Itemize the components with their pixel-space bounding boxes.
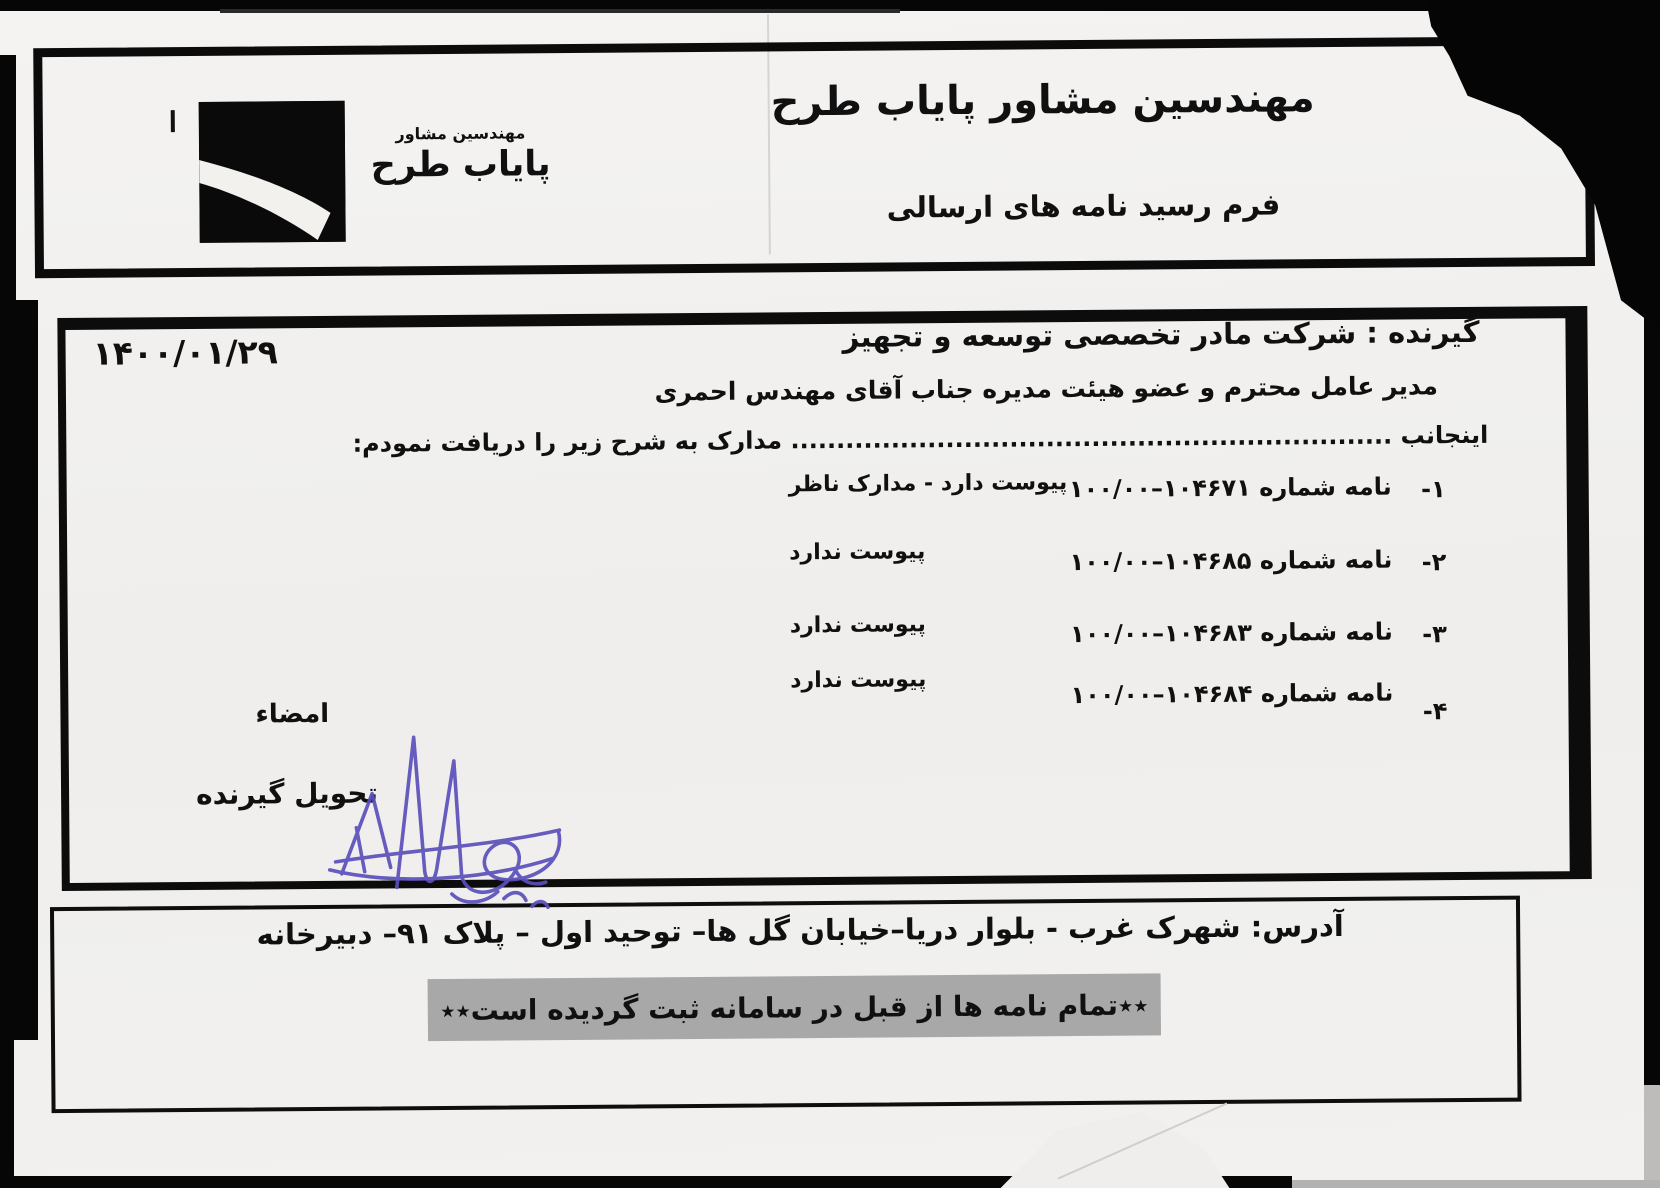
statement-fill-dots: ..................................................................: [790, 421, 1393, 455]
item-attachment-status: پیوست ندارد: [789, 612, 926, 639]
letter-row: [67, 468, 1567, 542]
item-number: ۲-: [1421, 548, 1447, 577]
company-logo-icon: [199, 101, 346, 243]
scan-speck: [171, 110, 175, 132]
statement-suffix: مدارک به شرح زیر را دریافت نمودم:: [352, 426, 783, 458]
item-number: ۱-: [1420, 475, 1446, 504]
logo-brand-small: مهندسین مشاور: [395, 123, 526, 144]
statement-prefix: اینجانب: [1400, 420, 1489, 450]
statement-line: [352, 421, 1488, 458]
item-number: ۴-: [1422, 697, 1448, 726]
scan-edge-top-smudge: [220, 9, 900, 13]
logo-brand-large: پایاب طرح: [370, 144, 551, 186]
main-content-box: [57, 306, 1591, 891]
item-letter-text: نامه شماره ۱۰۴۶۸۳–۱۰۰/۰۰: [1069, 617, 1393, 649]
item-attachment-status: پیوست ندارد: [790, 667, 927, 694]
address-line: آدرس: شهرک غرب - بلوار دریا–خیابان گل ها– توحید اول – پلاک ۹۱– دبیرخانه: [256, 908, 1344, 952]
item-letter-text: نامه شماره ۱۰۴۶۸۴–۱۰۰/۰۰: [1070, 678, 1394, 710]
item-letter-text: نامه شماره ۱۰۴۶۸۵–۱۰۰/۰۰: [1069, 545, 1393, 577]
header-box: [33, 36, 1595, 278]
scan-edge-left: [0, 55, 16, 305]
logo-swoosh-icon: [199, 101, 346, 243]
company-title: مهندسین مشاور پایاب طرح: [770, 75, 1315, 126]
scan-edge-right-fade: [1644, 1085, 1660, 1188]
handwritten-signature: [300, 700, 602, 917]
letter-row: [67, 541, 1567, 615]
recipient-subline: مدیر عامل محترم و عضو هیئت مدیره جناب آقای مهندس احمری: [654, 371, 1439, 407]
form-subtitle: فرم رسید نامه های ارسالی: [886, 187, 1281, 225]
receiver-label: تحویل گیرنده: [195, 776, 379, 811]
note-highlight-band: ٭٭تمام نامه ها از قبل در سامانه ثبت گردیده است٭٭: [428, 973, 1161, 1041]
recipient-line: گیرنده : شرکت مادر تخصصی توسعه و تجهیز: [842, 314, 1480, 354]
item-attachment-status: پیوست دارد - مدارک ناظر: [788, 470, 1068, 498]
signature-label: امضاء: [255, 698, 330, 730]
address-box: [50, 896, 1522, 1114]
item-letter-text: نامه شماره ۱۰۴۶۷۱–۱۰۰/۰۰: [1068, 472, 1392, 504]
date-value: ۱۴۰۰/۰۱/۲۹: [92, 332, 279, 373]
scan-edge-left: [0, 300, 38, 1040]
item-attachment-status: پیوست ندارد: [789, 539, 926, 566]
scan-edge-left: [0, 1035, 14, 1178]
item-number: ۳-: [1422, 620, 1447, 649]
logo-wordmark: [353, 123, 568, 186]
scan-edge-bottom-fade: [1292, 1180, 1660, 1188]
